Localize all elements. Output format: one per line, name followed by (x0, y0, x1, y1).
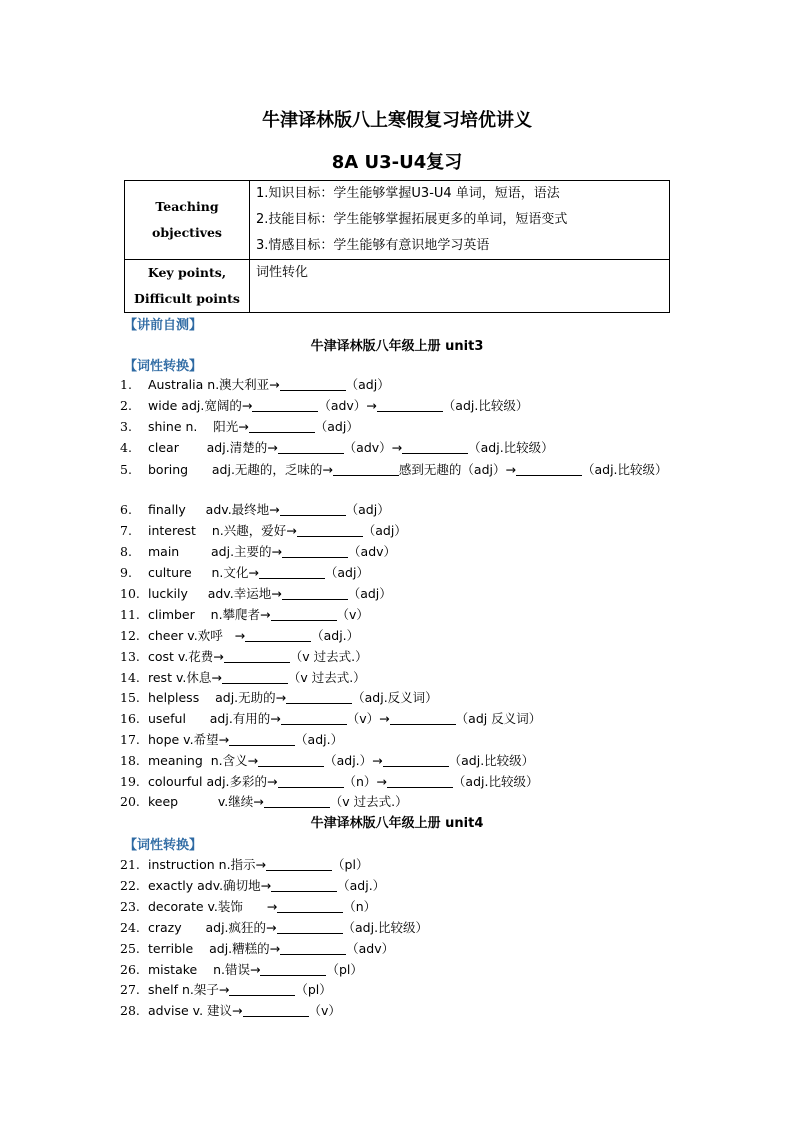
item-text: （adv） (348, 544, 397, 559)
exercise-item (120, 730, 676, 750)
answer-blank[interactable] (249, 418, 315, 433)
item-text: instruction n.指示→ (148, 857, 267, 872)
answer-blank[interactable] (259, 564, 325, 579)
item-text: helpless adj.无助的→ (148, 690, 287, 705)
exercise-item (120, 918, 676, 938)
item-text: （adj） (345, 377, 390, 392)
item-text: （v） (308, 1003, 341, 1018)
item-number: 1. (120, 377, 132, 392)
exercise-item (120, 876, 676, 896)
item-text: （adj.比较级） (342, 920, 429, 935)
answer-blank[interactable] (229, 981, 295, 996)
answer-blank[interactable] (402, 439, 468, 454)
item-text: （pl） (295, 982, 332, 997)
item-number: 23. (120, 899, 140, 914)
item-text: （pl） (326, 962, 363, 977)
item-number: 15. (120, 690, 140, 705)
item-text: （adj.比较级） (452, 774, 539, 789)
objective-line: 3.情感目标：学生能够有意识地学习英语 (256, 238, 490, 253)
item-text: climber n.攀爬者→ (148, 607, 271, 622)
item-number: 4. (120, 440, 132, 455)
item-text: （v 过去式.） (289, 649, 368, 664)
item-text: cost v.花费→ (148, 649, 224, 664)
answer-blank[interactable] (266, 856, 332, 871)
unit3-tag: 【词性转换】 (124, 359, 203, 374)
item-number: 9. (120, 565, 132, 580)
exercise-item (120, 751, 676, 771)
item-number: 20. (120, 794, 140, 809)
item-number: 3. (120, 419, 132, 434)
item-number: 12. (120, 628, 140, 643)
answer-blank[interactable] (243, 1002, 309, 1017)
exercise-item (120, 960, 676, 980)
section-tag-pretest: 【讲前自测】 (124, 318, 203, 333)
item-text: （adj） (347, 586, 392, 601)
label-line: objectives (152, 225, 222, 240)
item-text: （v） (336, 607, 369, 622)
label-line: Teaching (155, 199, 219, 214)
item-text: 感到无趣的（adj）→ (398, 462, 516, 477)
answer-blank[interactable] (258, 752, 324, 767)
answer-blank[interactable] (277, 898, 343, 913)
item-number: 14. (120, 670, 140, 685)
item-number: 21. (120, 857, 140, 872)
key-points-label (125, 260, 250, 313)
item-text: hope v.希望→ (148, 732, 230, 747)
key-points-row (125, 260, 670, 313)
exercise-item (120, 1001, 676, 1021)
item-text: （adj.） (295, 732, 344, 747)
answer-blank[interactable] (224, 648, 290, 663)
key-points-content (250, 260, 670, 313)
exercise-item (120, 792, 676, 812)
item-text: finally adv.最终地→ (148, 502, 280, 517)
item-text: shine n. 阳光→ (148, 419, 249, 434)
answer-blank[interactable] (297, 522, 363, 537)
answer-blank[interactable] (278, 773, 344, 788)
item-text: colourful adj.多彩的→ (148, 774, 278, 789)
exercise-item (120, 396, 676, 416)
teaching-objectives-label (125, 181, 250, 260)
exercise-item (120, 500, 676, 520)
item-text: （adj.） (311, 628, 360, 643)
item-text: （n）→ (343, 774, 387, 789)
item-number: 11. (120, 607, 140, 622)
item-text: Australia n.澳大利亚→ (148, 377, 280, 392)
item-text: clear adj.清楚的→ (148, 440, 278, 455)
answer-blank[interactable] (280, 376, 346, 391)
exercise-item (120, 438, 676, 458)
item-number: 13. (120, 649, 140, 664)
answer-blank[interactable] (252, 397, 318, 412)
item-text: （adj.） (337, 878, 386, 893)
item-text: culture n.文化→ (148, 565, 259, 580)
item-text: （n） (343, 899, 377, 914)
item-text: decorate v.装饰 → (148, 899, 278, 914)
answer-blank[interactable] (280, 501, 346, 516)
item-number: 17. (120, 732, 140, 747)
answer-blank[interactable] (383, 752, 449, 767)
document-subtitle: 8A U3-U4复习 (331, 152, 463, 173)
exercise-item (120, 605, 676, 625)
item-text: （adv） (346, 941, 395, 956)
teaching-objectives-content (250, 181, 670, 260)
item-text: useful adj.有用的→ (148, 711, 281, 726)
answer-blank[interactable] (387, 773, 453, 788)
item-text: （adj.比较级） (448, 753, 535, 768)
item-text: crazy adj.疯狂的→ (148, 920, 277, 935)
answer-blank[interactable] (278, 439, 344, 454)
item-number: 6. (120, 502, 132, 517)
item-text: boring adj.无趣的，乏味的→ (148, 462, 333, 477)
exercise-item (120, 980, 676, 1000)
answer-blank[interactable] (222, 669, 288, 684)
answer-blank[interactable] (282, 585, 348, 600)
answer-blank[interactable] (286, 689, 352, 704)
exercise-item (120, 688, 676, 708)
item-text: terrible adj.糟糕的→ (148, 941, 281, 956)
answer-blank[interactable] (271, 877, 337, 892)
key-points-text: 词性转化 (256, 265, 309, 280)
exercise-item (120, 459, 676, 480)
unit3-heading: 牛津译林版八年级上册 unit3 (310, 339, 484, 354)
label-line: Key points, (147, 265, 227, 280)
exercise-item (120, 668, 676, 688)
item-text: main adj.主要的→ (148, 544, 283, 559)
item-number: 8. (120, 544, 132, 559)
item-text: （adj） (362, 523, 407, 538)
objectives-row (125, 181, 670, 260)
exercise-item (120, 626, 676, 646)
item-text: （adj） (345, 502, 390, 517)
item-text: mistake n.错误→ (148, 962, 261, 977)
item-number: 18. (120, 753, 140, 768)
item-text: （adj.比较级） (468, 440, 554, 455)
objective-line: 2.技能目标：学生能够掌握拓展更多的单词，短语变式 (256, 212, 568, 227)
objectives-table (124, 180, 670, 313)
answer-blank[interactable] (264, 793, 330, 808)
item-number: 10. (120, 586, 140, 601)
exercise-item (120, 584, 676, 604)
item-text: （adj.反义词） (352, 690, 438, 705)
exercise-item (120, 375, 676, 395)
item-text: advise v. 建议→ (148, 1003, 243, 1018)
item-text: （adj.比较级） (442, 398, 529, 413)
item-text: （adj 反义词） (455, 711, 542, 726)
exercise-item (120, 542, 676, 562)
unit4-heading: 牛津译林版八年级上册 unit4 (310, 816, 484, 831)
answer-blank[interactable] (280, 940, 346, 955)
item-number: 19. (120, 774, 140, 789)
answer-blank[interactable] (282, 543, 348, 558)
exercise-item (120, 897, 676, 917)
exercise-item (120, 709, 676, 729)
item-text: （v）→ (346, 711, 390, 726)
exercise-item (120, 417, 676, 437)
exercise-item (120, 647, 676, 667)
item-number: 2. (120, 398, 132, 413)
unit4-tag: 【词性转换】 (124, 838, 203, 853)
item-number: 28. (120, 1003, 140, 1018)
answer-blank[interactable] (271, 606, 337, 621)
objective-line: 1.知识目标：学生能够掌握U3-U4 单词，短语，语法 (256, 186, 560, 201)
answer-blank[interactable] (260, 961, 326, 976)
item-text: （pl） (332, 857, 369, 872)
item-text: （adj） (324, 565, 369, 580)
exercise-item (120, 563, 676, 583)
item-text: （adv）→ (343, 440, 403, 455)
exercise-item (120, 772, 676, 792)
answer-blank[interactable] (229, 731, 295, 746)
item-number: 7. (120, 523, 132, 538)
label-line: Difficult points (134, 291, 240, 306)
answer-blank[interactable] (516, 461, 582, 476)
exercise-item (120, 939, 676, 959)
item-number: 22. (120, 878, 140, 893)
item-text: luckily adv.幸运地→ (148, 586, 282, 601)
answer-blank[interactable] (333, 461, 399, 476)
item-text: shelf n.架子→ (148, 982, 230, 997)
answer-blank[interactable] (277, 919, 343, 934)
item-text: cheer v.欢呼 → (148, 628, 246, 643)
item-number: 27. (120, 982, 140, 997)
item-text: （adv）→ (318, 398, 377, 413)
item-text: （adj.）→ (324, 753, 383, 768)
item-number: 5. (120, 462, 132, 477)
answer-blank[interactable] (281, 710, 347, 725)
answer-blank[interactable] (377, 397, 443, 412)
document-title: 牛津译林版八上寒假复习培优讲义 (262, 110, 532, 131)
item-text: wide adj.宽阔的→ (148, 398, 253, 413)
answer-blank[interactable] (390, 710, 456, 725)
item-text: （v 过去式.） (329, 794, 408, 809)
item-text: exactly adv.确切地→ (148, 878, 272, 893)
item-number: 25. (120, 941, 140, 956)
exercise-item (120, 855, 676, 875)
item-number: 16. (120, 711, 140, 726)
item-text: （adj.比较级） (581, 462, 668, 477)
item-text: rest v.休息→ (148, 670, 222, 685)
item-number: 24. (120, 920, 140, 935)
item-text: interest n.兴趣，爱好→ (148, 523, 297, 538)
item-text: meaning n.含义→ (148, 753, 259, 768)
item-text: keep v.继续→ (148, 794, 264, 809)
item-number: 26. (120, 962, 140, 977)
answer-blank[interactable] (245, 627, 311, 642)
item-text: （v 过去式.） (287, 670, 366, 685)
item-text: （adj） (314, 419, 359, 434)
exercise-item (120, 521, 676, 541)
